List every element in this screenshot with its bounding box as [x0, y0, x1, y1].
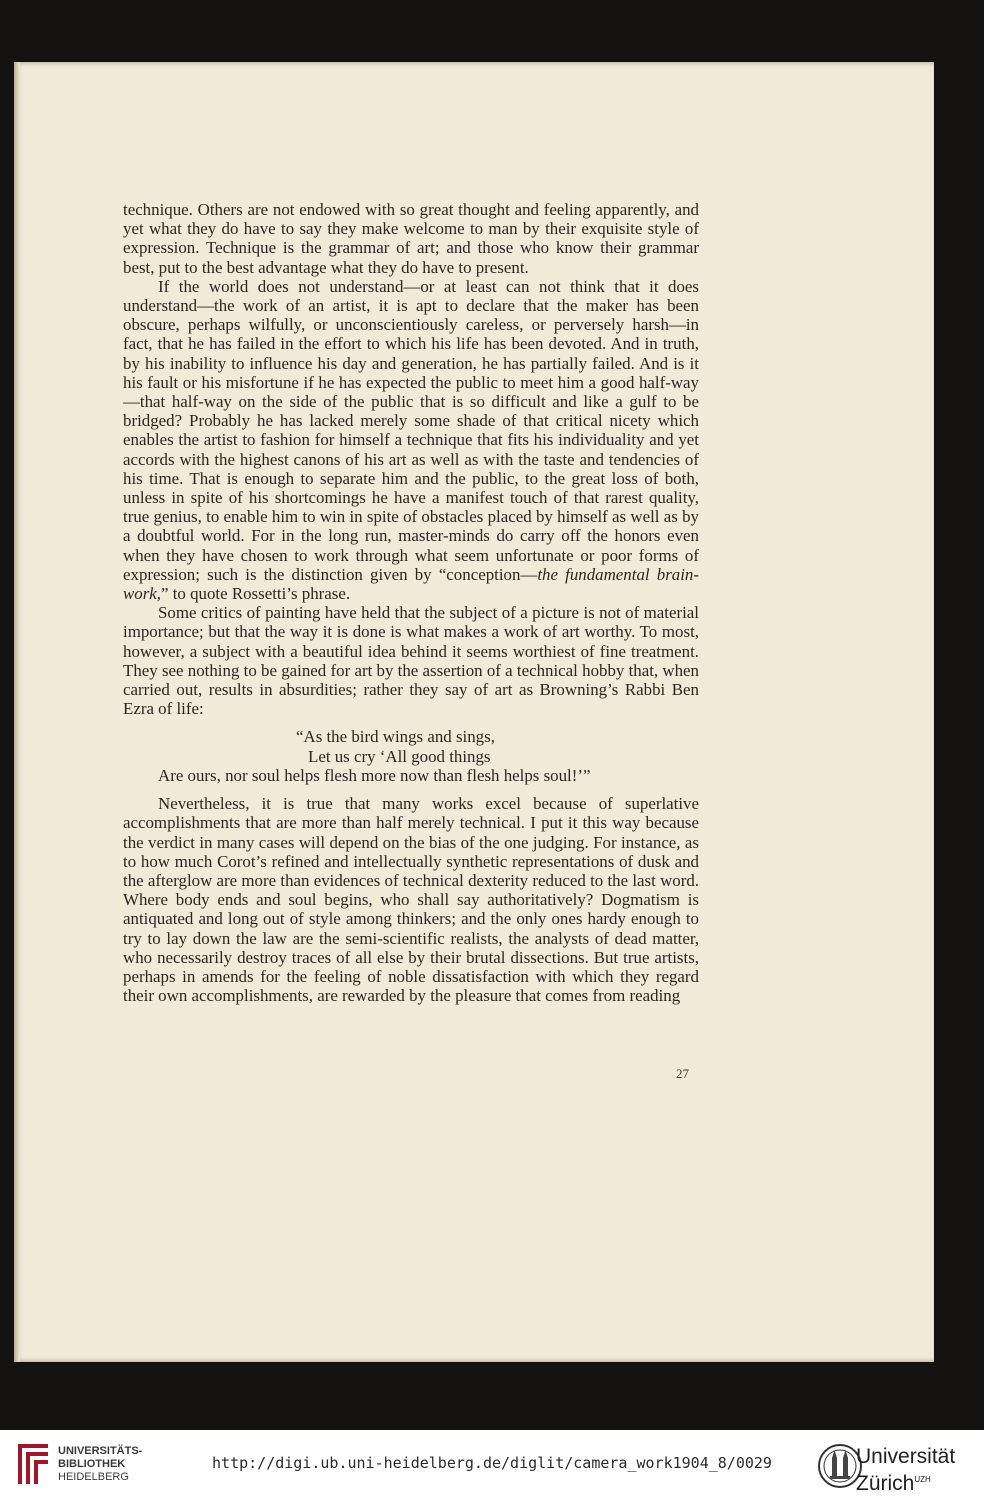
- body-text: [123, 200, 699, 1005]
- page-gutter-shadow: [14, 62, 20, 1362]
- uzh-line-2-text: Zürich: [856, 1472, 915, 1495]
- uzh-name: [856, 1446, 955, 1496]
- quote-tail: ” to quote Rossetti’s phrase.: [161, 584, 351, 604]
- viewer-footer: [0, 1430, 984, 1502]
- paragraph-2: [123, 277, 699, 603]
- verse-quote: [123, 727, 699, 785]
- quote-italic: the fundamental brain-work,: [123, 564, 699, 604]
- verse-line-3: Are ours, nor soul helps flesh more now than flesh helps soul!’”: [158, 765, 591, 785]
- ub-line-3: HEIDELBERG: [58, 1471, 129, 1483]
- paragraph-2-text: If the world does not understand—or at least can not think that it does understand—the work of an artist, it is apt to declare that the maker has been obscure, perhaps wilfully, or unconscientiously careless, or perversely harsh—in fact, that he has failed in the effort to which his life has been devoted. And in truth, by his inability to influence his day and generation, he has partially failed. And is it his fault or his misfortune if he has expected the public to meet him a good half-way—that half-way on the side of the public that is so difficult and like a gulf to be bridged? Probably he has lacked merely some shade of that critical nicety which enables the artist to fashion for himself a technique that fits his individuality and yet accords with the highest canons of his art as well as with the taste and tendencies of his time. That is enough to separate him and the public, to the great loss of both, unless in spite of his shortcomings he have a manifest touch of that rarest quality, true genius, to enable him to win in spite of obstacles placed by himself as well as by a doubtful world. For in the long run, master-minds do carry off the honors even when they have chosen to work through what seem unfortunate or poor forms of expression; such is the distinction given by “conception—: [123, 276, 699, 584]
- paragraph-3: Some critics of painting have held that the subject of a picture is not of material importance; but that the way it is done is what makes a work of art worthy. To most, however, a subject with a beautiful idea behind it seems worthiest of fine treatment. They see nothing to be gained for art by the assertion of a technical hobby that, when carried out, results in absurdities; rather they say of art as Browning’s Rabbi Ben Ezra of life:: [123, 603, 699, 719]
- ub-line-2: BIBLIOTHEK: [58, 1458, 126, 1470]
- paragraph-4: Nevertheless, it is true that many works excel because of superlative accomplishments that are more than half merely technical. I put it this way because the verdict in many cases will depend on the bias of the one judging. For instance, as to how much Corot’s refined and intellectually synthetic representations of dusk and the afterglow are more than evidences of technical dexterity reduced to the last word. Where body ends and soul begins, who shall say authoritatively? Dogmatism is antiquated and long out of style among thinkers; and the only ones hardy enough to try to lay down the law are the semi-scientific realists, the analysts of dead matter, who necessarily destroy traces of all else by their brutal dissections. But true artists, perhaps in amends for the feeling of noble dissatisfaction with which they regard their own accomplishments, are rewarded by the pleasure that comes from reading: [123, 794, 699, 1006]
- uzh-line-1: Universität: [856, 1445, 956, 1468]
- uzh-superscript: UZH: [914, 1475, 931, 1484]
- verse-line-2: Let us cry ‘All good things: [308, 746, 491, 766]
- ub-line-1: UNIVERSITÄTS-: [58, 1445, 143, 1457]
- verse-line-1: “As the bird wings and sings,: [296, 727, 495, 747]
- uzh-line-2: [856, 1468, 955, 1496]
- permalink-url[interactable]: http://digi.ub.uni-heidelberg.de/diglit/camera_work1904_8/0029: [212, 1454, 772, 1472]
- page-number: 27: [676, 1066, 689, 1081]
- paragraph-1: technique. Others are not endowed with so great thought and feeling apparently, and yet what they do have to say they make welcome to man by their exquisite style of expression. Technique is the grammar of art; and those who know their grammar best, put to the best advantage what they do have to present.: [123, 200, 699, 277]
